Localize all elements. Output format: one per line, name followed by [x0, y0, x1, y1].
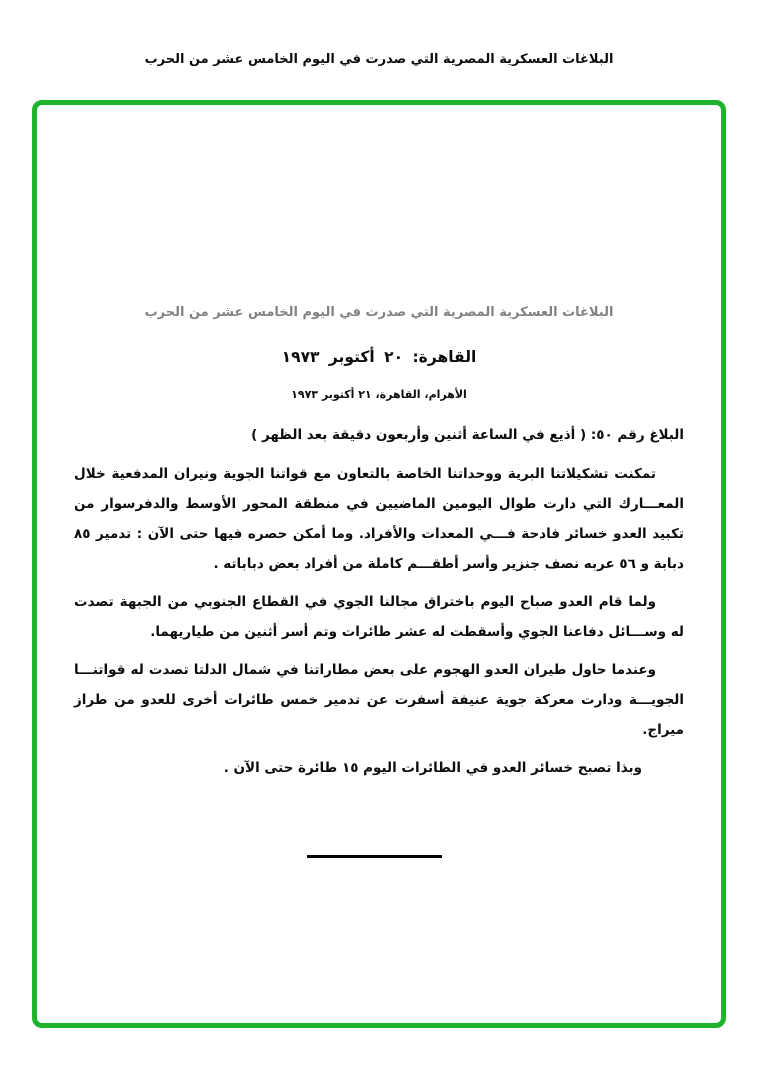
paragraph-total-losses: وبذا تصبح خسائر العدو في الطائرات اليوم ١٥ طائرة حتى الآن . — [223, 760, 642, 776]
paragraph-air-defense: ولما قام العدو صباح اليوم باختراق مجالنا الجوي في القطاع الجنوبي من الجبهة تصدت له وســـائل دفاعنا الجوي وأسقطت له عشر طائرات وتم أسر أثنين من طياريهما. — [74, 594, 684, 640]
paragraph-airfields: وعندما حاول طيران العدو الهجوم على بعض مطاراتنا في شمال الدلتا تصدت له قواتنـــا الجويـــة ودارت معركة جوية عنيفة أسفرت عن تدمير خمس طائرات أخرى للعدو من طراز ميراج. — [74, 662, 684, 738]
document-frame — [32, 100, 726, 1028]
document-content — [74, 305, 684, 858]
closing-rule-wrap — [74, 855, 684, 858]
document-title: البلاغات العسكرية المصرية التي صدرت في اليوم الخامس عشر من الحرب — [144, 305, 614, 320]
source-attribution: الأهرام، القاهرة، ٢١ أكتوبر ١٩٧٣ — [291, 388, 467, 401]
paragraph-battle-report: تمكنت تشكيلاتنا البرية ووحداتنا الخاصة بالتعاون مع قواتنا الجوية ونيران المدفعية خلال المعـــارك التي دارت طوال اليومين الماضيين في منطقة المحور الأوسط والدفرسوار من تكبيد العدو خسائر فادحة فـــي المعدات والأفراد. وما أمكن حصره فيها حتى الآن : تدمير ٨٥ دبابة و ٥٦ عربه نصف جنزير وأسر أطقـــم كاملة من أفراد بعض دباباته . — [74, 466, 684, 572]
communique-number-line: البلاغ رقم ٥٠: ( أذيع في الساعة أثنين وأربعون دقيقة بعد الظهر ) — [251, 427, 684, 443]
page-header-title: البلاغات العسكرية المصرية التي صدرت في اليوم الخامس عشر من الحرب — [144, 52, 614, 67]
closing-rule — [307, 855, 442, 858]
dateline: القاهرة: ٢٠ أكتوبر ١٩٧٣ — [281, 348, 477, 366]
